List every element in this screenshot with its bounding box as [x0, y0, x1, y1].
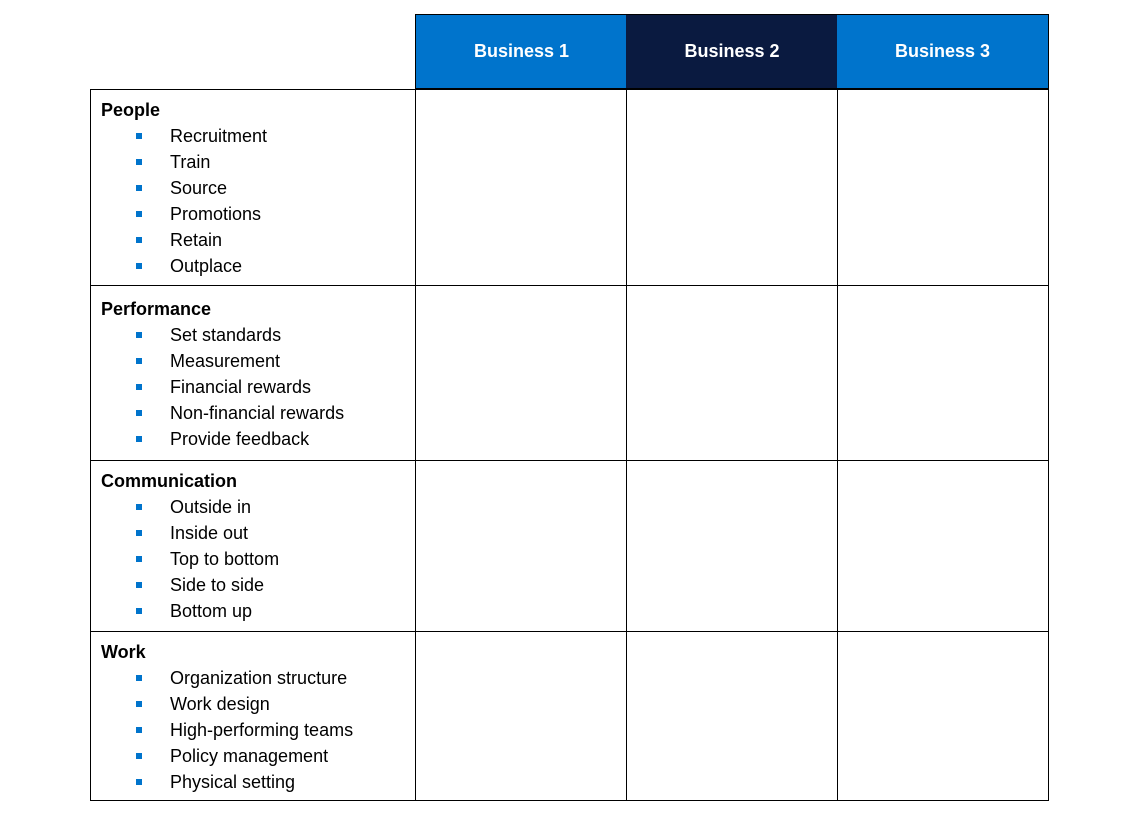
- list-item: [101, 201, 411, 227]
- list-item-label: Side to side: [170, 575, 265, 595]
- square-bullet-icon: [136, 753, 142, 759]
- square-bullet-icon: [136, 436, 142, 442]
- list-item: [101, 400, 411, 426]
- list-item-label: Source: [170, 178, 228, 198]
- square-bullet-icon: [136, 727, 142, 733]
- empty-cell: [416, 90, 626, 285]
- row-title: Work: [101, 642, 146, 662]
- square-bullet-icon: [136, 556, 142, 562]
- bullet-list: [101, 665, 411, 795]
- list-item: [101, 175, 411, 201]
- square-bullet-icon: [136, 358, 142, 364]
- row-people: [101, 97, 411, 279]
- square-bullet-icon: [136, 263, 142, 269]
- list-item: [101, 253, 411, 279]
- list-item-label: Outside in: [170, 497, 252, 517]
- square-bullet-icon: [136, 582, 142, 588]
- list-item-label: High-performing teams: [170, 720, 354, 740]
- list-item-label: Organization structure: [170, 668, 348, 688]
- list-item-label: Top to bottom: [170, 549, 280, 569]
- bullet-list: [101, 322, 411, 452]
- grid-line-h: [90, 285, 1049, 286]
- square-bullet-icon: [136, 384, 142, 390]
- empty-cell: [627, 90, 837, 285]
- list-item: [101, 227, 411, 253]
- square-bullet-icon: [136, 185, 142, 191]
- list-item: [101, 520, 411, 546]
- list-item-label: Recruitment: [170, 126, 268, 146]
- square-bullet-icon: [136, 701, 142, 707]
- row-performance: [101, 296, 411, 452]
- square-bullet-icon: [136, 410, 142, 416]
- empty-cell: [838, 90, 1048, 285]
- row-communication: [101, 468, 411, 624]
- square-bullet-icon: [136, 504, 142, 510]
- square-bullet-icon: [136, 779, 142, 785]
- header-business-2: Business 2: [626, 14, 838, 89]
- row-work: [101, 639, 411, 795]
- header-business-3: Business 3: [837, 14, 1049, 89]
- list-item: [101, 123, 411, 149]
- square-bullet-icon: [136, 237, 142, 243]
- list-item-label: Work design: [170, 694, 270, 714]
- list-item-label: Physical setting: [170, 772, 296, 792]
- list-item-label: Bottom up: [170, 601, 253, 621]
- square-bullet-icon: [136, 332, 142, 338]
- list-item: [101, 374, 411, 400]
- bullet-list: [101, 123, 411, 279]
- list-item: [101, 348, 411, 374]
- grid-line-h: [90, 800, 1049, 801]
- square-bullet-icon: [136, 530, 142, 536]
- list-item-label: Policy management: [170, 746, 329, 766]
- list-item: [101, 743, 411, 769]
- header-business-1: Business 1: [415, 14, 627, 89]
- grid-line-h: [90, 631, 1049, 632]
- list-item-label: Financial rewards: [170, 377, 312, 397]
- list-item: [101, 572, 411, 598]
- list-item: [101, 691, 411, 717]
- list-item: [101, 769, 411, 795]
- square-bullet-icon: [136, 608, 142, 614]
- grid-line-v: [90, 89, 91, 801]
- list-item-label: Promotions: [170, 204, 262, 224]
- list-item: [101, 322, 411, 348]
- list-item: [101, 598, 411, 624]
- row-title: Communication: [101, 471, 238, 491]
- square-bullet-icon: [136, 133, 142, 139]
- list-item: [101, 494, 411, 520]
- list-item: [101, 546, 411, 572]
- list-item: [101, 717, 411, 743]
- list-item: [101, 665, 411, 691]
- list-item-label: Provide feedback: [170, 429, 310, 449]
- square-bullet-icon: [136, 159, 142, 165]
- list-item-label: Train: [170, 152, 211, 172]
- list-item: [101, 149, 411, 175]
- row-title: People: [101, 100, 161, 120]
- bullet-list: [101, 494, 411, 624]
- list-item-label: Non-financial rewards: [170, 403, 345, 423]
- list-item: [101, 426, 411, 452]
- square-bullet-icon: [136, 211, 142, 217]
- square-bullet-icon: [136, 675, 142, 681]
- list-item-label: Measurement: [170, 351, 281, 371]
- grid-line-h: [90, 460, 1049, 461]
- list-item-label: Outplace: [170, 256, 243, 276]
- row-title: Performance: [101, 299, 212, 319]
- list-item-label: Set standards: [170, 325, 282, 345]
- list-item-label: Inside out: [170, 523, 249, 543]
- grid-line-v: [1048, 14, 1049, 801]
- list-item-label: Retain: [170, 230, 223, 250]
